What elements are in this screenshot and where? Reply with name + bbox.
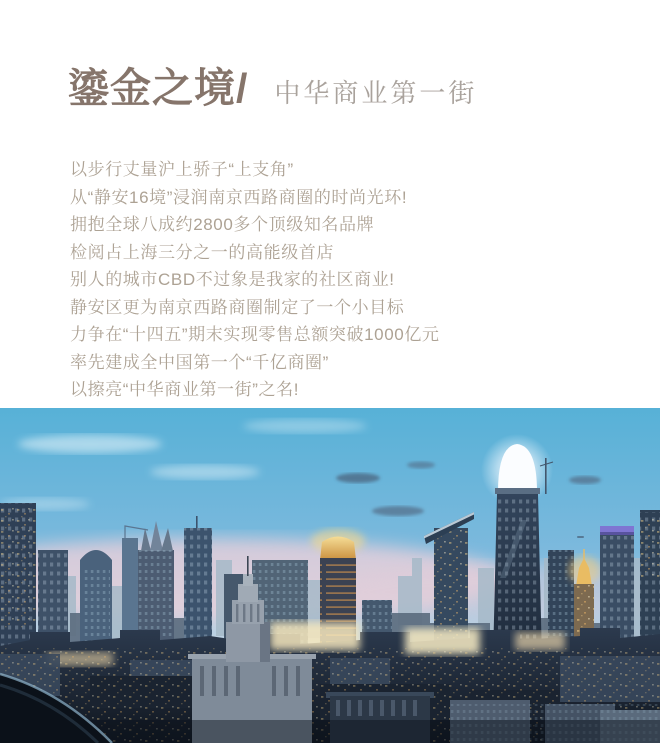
intro-line: 力争在“十四五”期末实现零售总额突破1000亿元 [70,325,440,344]
intro-line: 别人的城市CBD不过象是我家的社区商业! [70,270,395,289]
intro-line: 以步行丈量沪上骄子“上支角” [70,160,294,179]
intro-line: 拥抱全球八成约2800多个顶级知名品牌 [70,215,375,234]
cityscape-illustration [0,408,660,743]
page-subtitle: 中华商业第一街 [274,78,478,108]
cityscape-photo [0,408,660,743]
intro-line: 静安区更为南京西路商圈制定了一个小目标 [70,297,405,317]
intro-line: 检阅占上海三分之一的高能级首店 [70,242,334,262]
page-title: 鎏金之境/ [68,65,249,111]
intro-line: 率先建成全中国第一个“千亿商圈” [70,352,329,372]
intro-line: 以擦亮“中华商业第一街”之名! [70,380,300,399]
intro-line: 从“静安16境”浸润南京西路商圈的时尚光环! [70,187,408,207]
intro-text [70,156,590,404]
header [68,66,477,111]
